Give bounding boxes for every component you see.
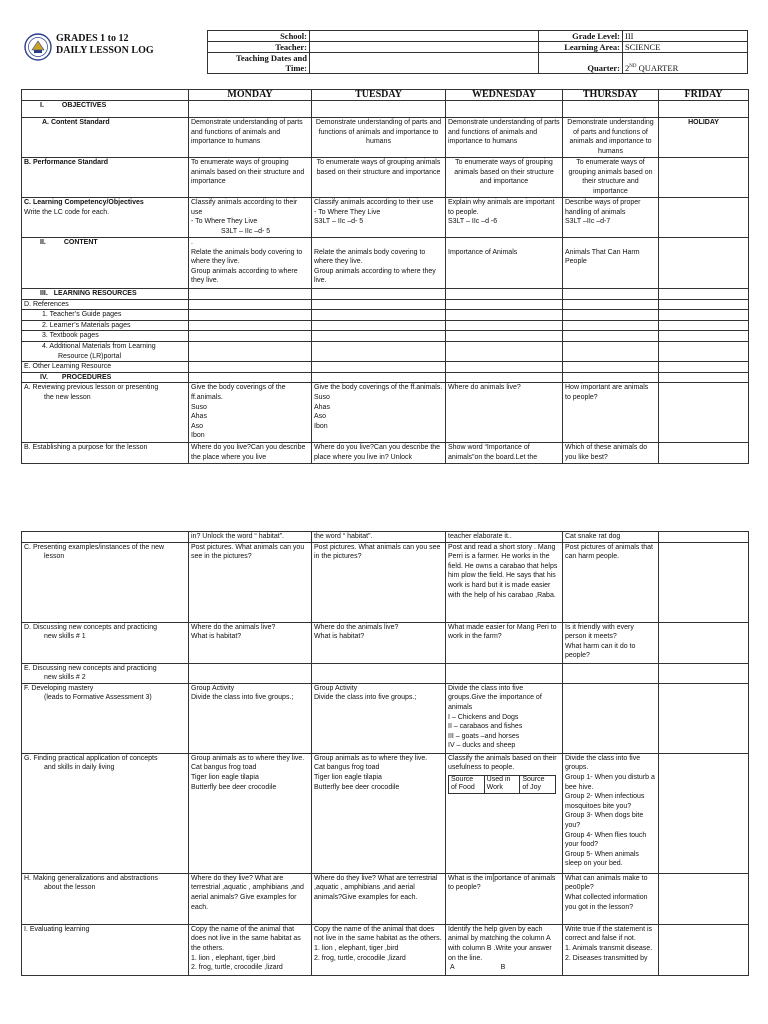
learning-area-value: SCIENCE — [623, 42, 748, 53]
procedure-h-thursday: What can animals make to peo0ple? What collected information you got in the lesson? — [563, 873, 659, 924]
textbook-pages-label: 3. Textbook pages — [22, 331, 189, 342]
learning-competency-tuesday: Classify animals according to their use - To Where They Live S3LT – IIc –d- 5 — [312, 198, 446, 238]
grade-level-label: Grade Level: — [539, 31, 623, 42]
procedure-i-monday: Copy the name of the animal that does not live in the same habitat as the others. 1. lion , elephant, tiger ,bird 2. frog, turtle, crocodile ,lizard — [189, 924, 312, 975]
content-thursday: Animals That Can Harm People — [563, 238, 659, 289]
content-heading: II. CONTENT — [22, 238, 189, 289]
procedure-i-tuesday: Copy the name of the animal that does not live in the same habitat as the others. 1. lion , elephant, tiger ,bird 2. frog, turtle, crocodile ,lizard — [312, 924, 446, 975]
procedure-g-label: G. Finding practical application of concepts and skills in daily living — [22, 753, 189, 873]
learning-area-label: Learning Area: — [539, 42, 623, 53]
day-header-monday: MONDAY — [189, 90, 312, 101]
content-standard-label: A. Content Standard — [22, 118, 189, 158]
procedures-heading: IV. PROCEDURES — [22, 372, 189, 383]
procedure-h-wednesday: What is the im[portance of animals to people? — [446, 873, 563, 924]
objectives-heading: I. OBJECTIVES — [22, 101, 189, 118]
day-header-friday: FRIDAY — [659, 90, 749, 101]
learning-competency-thursday: Describe ways of proper handling of animals S3LT –IIc –d-7 — [563, 198, 659, 238]
source-of-joy-header: Source of Joy — [520, 775, 556, 793]
source-of-food-header: Source of Food — [449, 775, 485, 793]
usefulness-classification-table — [448, 775, 556, 794]
teacher-value — [310, 42, 539, 53]
learning-competency-wednesday: Explain why animals are important to people. S3LT – IIc –d -6 — [446, 198, 563, 238]
procedure-c-wednesday: Post and read a short story . Mang Perri is a farmer. He works in the field. He owns a carabao that helps him plow the field. He says that his work is hard but it is made easier with the help of his carabao ,Raba. — [446, 542, 563, 622]
continued-tuesday: the word “ habitat”. — [312, 532, 446, 543]
learning-resources-heading: III. LEARNING RESOURCES — [22, 289, 189, 300]
procedure-a-wednesday: Where do animals live? — [446, 383, 563, 443]
continued-wednesday: teacher elaborate it.. — [446, 532, 563, 543]
procedure-g-thursday: Divide the class into five groups. Group 1- When you disturb a bee hive. Group 2- When infectious mosquitoes bite you? Group 3- When dogs bite you? Group 4- When flies touch your food? Group 5- When animals sleep on your bed. — [563, 753, 659, 873]
content-standard-monday: Demonstrate understanding of parts and functions of animals and importance to humans — [189, 118, 312, 158]
teaching-dates-label: Teaching Dates and Time: — [208, 53, 310, 74]
procedure-f-wednesday: Divide the class into five groups.Give the importance of animals I – Chickens and Dogs II – carabaos and fishes III – goats –and horses IV – ducks and sheep — [446, 683, 563, 753]
document-title — [56, 33, 154, 57]
day-header-wednesday: WEDNESDAY — [446, 90, 563, 101]
header-info-table — [207, 30, 748, 74]
used-in-work-header: Used in Work — [484, 775, 520, 793]
learning-competency-label: C. Learning Competency/Objectives Write the LC code for each. — [22, 198, 189, 238]
content-tuesday: Relate the animals body covering to where they live. Group animals according to where they live. — [312, 238, 446, 289]
performance-standard-thursday: To enumerate ways of grouping animals based on their structure and importance — [563, 158, 659, 198]
procedure-d-thursday: Is it friendly with every person it meets? What harm can it do to people? — [563, 622, 659, 663]
procedure-i-wednesday: Identify the help given by each animal by matching the column A with column B .Write your answer on the line. A B — [446, 924, 563, 975]
day-header-thursday: THURSDAY — [563, 90, 659, 101]
content-standard-wednesday: Demonstrate understanding of parts and functions of animals and importance to humans — [446, 118, 563, 158]
school-label: School: — [208, 31, 310, 42]
content-standard-tuesday: Demonstrate understanding of parts and functions of animals and importance to humans — [312, 118, 446, 158]
procedure-b-monday: Where do you live?Can you describe the place where you live — [189, 443, 312, 463]
procedure-g-tuesday: Group animals as to where they live. Cat bangus frog toad Tiger lion eagle tilapia Butterfly bee deer crocodile — [312, 753, 446, 873]
quarter-label: Quarter: — [539, 53, 623, 74]
procedure-g-monday: Group animals as to where they live. Cat bangus frog toad Tiger lion eagle tilapia Butterfly bee deer crocodile — [189, 753, 312, 873]
procedure-b-thursday: Which of these animals do you like best? — [563, 443, 659, 463]
performance-standard-tuesday: To enumerate ways of grouping animals based on their structure and importance — [312, 158, 446, 198]
procedure-d-wednesday: What made easier for Mang Peri to work in the farm? — [446, 622, 563, 663]
school-value — [310, 31, 539, 42]
content-wednesday: Importance of Animals — [446, 238, 563, 289]
lesson-log-table-page-2 — [21, 531, 749, 976]
content-monday: . Relate the animals body covering to where they live. Group animals according to where they live. — [189, 238, 312, 289]
procedure-c-monday: Post pictures. What animals can you see in the pictures? — [189, 542, 312, 622]
learning-competency-monday: Classify animals according to their use - To Where They Live S3LT – IIc –d- 5 — [189, 198, 312, 238]
friday-holiday: HOLIDAY — [659, 118, 749, 158]
procedure-b-tuesday: Where do you live?Can you describe the place where you live in? Unlock — [312, 443, 446, 463]
title-line-1: GRADES 1 to 12 — [56, 33, 129, 44]
continued-monday: in? Unlock the word “ habitat”. — [189, 532, 312, 543]
procedure-a-label: A. Reviewing previous lesson or presenting the new lesson — [22, 383, 189, 443]
teacher-label: Teacher: — [208, 42, 310, 53]
procedure-c-thursday: Post pictures of animals that can harm people. — [563, 542, 659, 622]
procedure-b-label: B. Establishing a purpose for the lesson — [22, 443, 189, 463]
continued-thursday: Cat snake rat dog — [563, 532, 659, 543]
procedure-i-label: I. Evaluating learning — [22, 924, 189, 975]
procedure-a-monday: Give the body coverings of the ff.animals. Suso Ahas Aso Ibon — [189, 383, 312, 443]
day-header-tuesday: TUESDAY — [312, 90, 446, 101]
procedure-g-wednesday: Classify the animals based on their usefulness to people. Source of Food Used in Work Source of Joy — [446, 753, 563, 873]
grade-level-value: III — [623, 31, 748, 42]
procedure-i-thursday: Write true if the statement is correct and false if not. 1. Animals transmit disease. 2. Diseases transmitted by — [563, 924, 659, 975]
procedure-a-tuesday: Give the body coverings of the ff.animals. Suso Ahas Aso Ibon — [312, 383, 446, 443]
additional-materials-label: 4. Additional Materials from Learning Resource (LR)portal — [22, 341, 189, 361]
procedure-d-tuesday: Where do the animals live? What is habitat? — [312, 622, 446, 663]
quarter-value: 2ND QUARTER — [623, 53, 748, 74]
procedure-f-label: F. Developing mastery (leads to Formative Assessment 3) — [22, 683, 189, 753]
lesson-log-table-page-1 — [21, 89, 749, 464]
references-label: D. References — [22, 299, 189, 310]
procedure-f-monday: Group Activity Divide the class into five groups.; — [189, 683, 312, 753]
procedure-c-tuesday: Post pictures. What animals can you see in the pictures? — [312, 542, 446, 622]
procedure-h-tuesday: Where do they live? What are terrestrial ,aquatic , amphibians ,and aerial animals?Give examples for each. — [312, 873, 446, 924]
procedure-d-label: D. Discussing new concepts and practicing new skills # 1 — [22, 622, 189, 663]
performance-standard-label: B. Performance Standard — [22, 158, 189, 198]
procedure-a-thursday: How important are animals to people? — [563, 383, 659, 443]
procedure-e-label: E. Discussing new concepts and practicing new skills # 2 — [22, 663, 189, 683]
procedure-d-monday: Where do the animals live? What is habitat? — [189, 622, 312, 663]
other-learning-resource-label: E. Other Learning Resource — [22, 362, 189, 373]
deped-seal-logo — [24, 33, 52, 61]
performance-standard-wednesday: To enumerate ways of grouping animals based on their structure and importance — [446, 158, 563, 198]
blank-header-cell — [22, 90, 189, 101]
performance-standard-monday: To enumerate ways of grouping animals based on their structure and importance — [189, 158, 312, 198]
content-standard-thursday: Demonstrate understanding of parts and functions of animals and importance to humans — [563, 118, 659, 158]
procedure-b-wednesday: Show word “Importance of animals”on the board.Let the — [446, 443, 563, 463]
title-line-2: DAILY LESSON LOG — [56, 45, 154, 56]
learners-materials-label: 2. Learner’s Materials pages — [22, 320, 189, 331]
procedure-f-tuesday: Group Activity Divide the class into five groups.; — [312, 683, 446, 753]
procedure-h-label: H. Making generalizations and abstractions about the lesson — [22, 873, 189, 924]
teachers-guide-label: 1. Teacher’s Guide pages — [22, 310, 189, 321]
procedure-h-monday: Where do they live? What are terrestrial ,aquatic , amphibians ,and aerial animals? Give examples for each. — [189, 873, 312, 924]
procedure-c-label: C. Presenting examples/instances of the new lesson — [22, 542, 189, 622]
teaching-dates-value — [310, 53, 539, 74]
